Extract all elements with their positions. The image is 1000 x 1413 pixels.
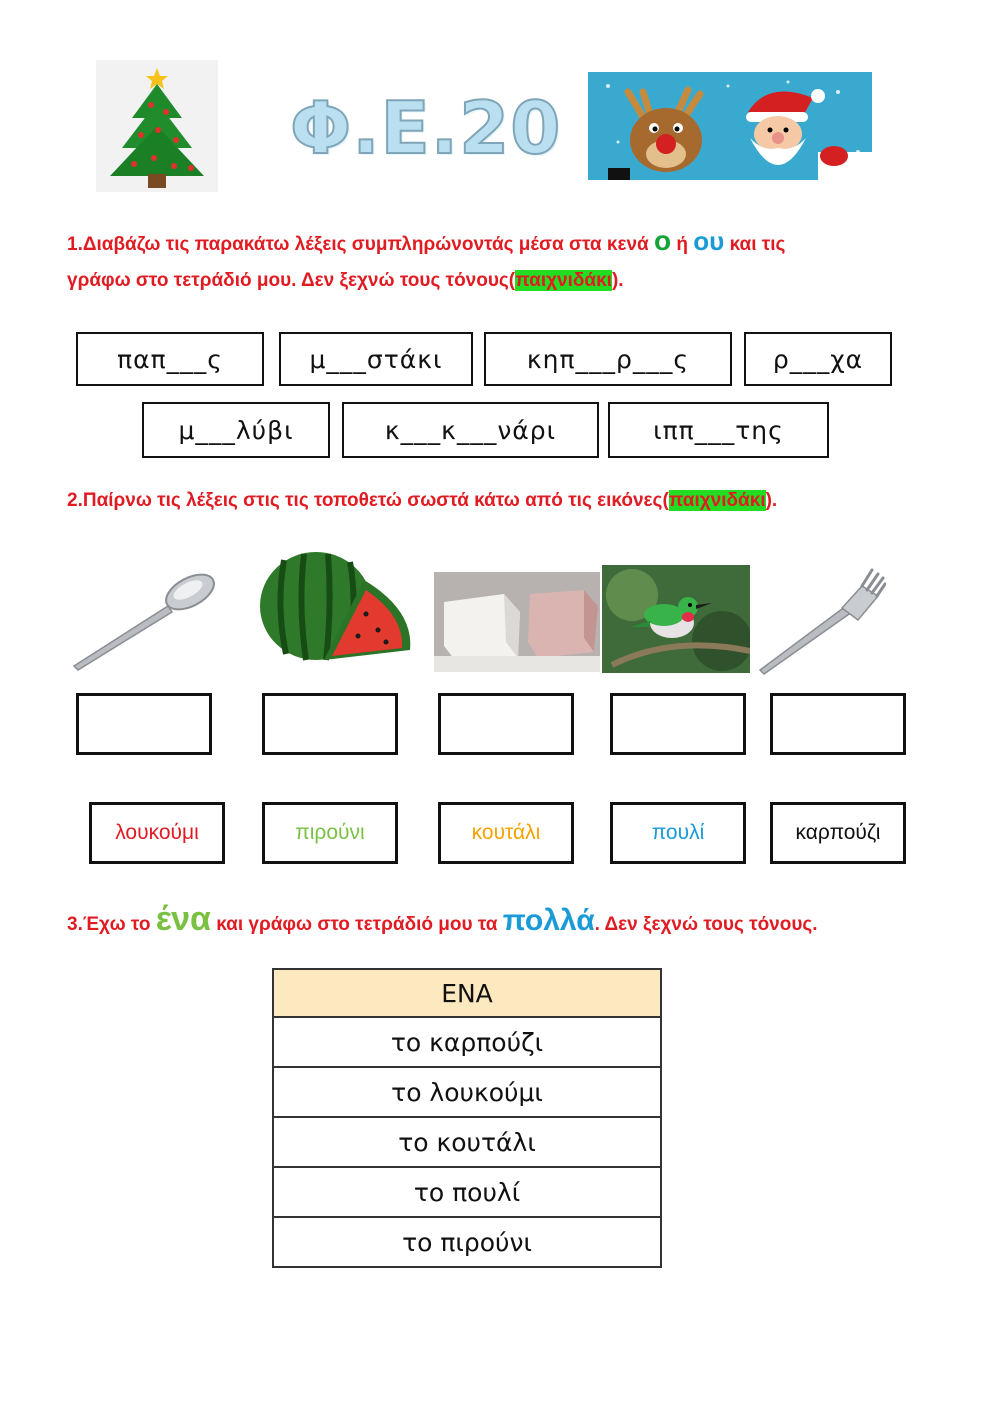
letter-o: ο	[654, 225, 672, 256]
answer-box-turkish-delight[interactable]	[438, 693, 574, 755]
table-row: το πουλί	[273, 1167, 661, 1217]
instruction-text: 3.Έχω το	[67, 914, 156, 935]
exercise2-instruction	[67, 490, 967, 512]
fork-image	[754, 566, 886, 676]
instruction-text: ).	[611, 270, 624, 291]
word-box: κ___κ___νάρι	[342, 402, 599, 458]
word-polla: πολλά	[502, 904, 595, 937]
word-tile[interactable]: καρπούζι	[770, 802, 906, 864]
answer-box-fork[interactable]	[770, 693, 906, 755]
instruction-text: και γράφω στο τετράδιό μου τα	[210, 914, 503, 935]
word-box: κηπ___ρ___ς	[484, 332, 732, 386]
table-header: ΕΝΑ	[273, 969, 661, 1017]
instruction-text: . Δεν ξεχνώ τους τόνους.	[594, 914, 818, 935]
instruction-text: ).	[765, 490, 778, 511]
instruction-text: και τις	[724, 234, 786, 255]
word-box: ρ___χα	[744, 332, 892, 386]
instruction-text: ή	[671, 234, 694, 255]
instruction-text: 2.Παίρνω τις λέξεις στις τις τοποθετώ σωστά κάτω από τις εικόνες(	[67, 490, 669, 511]
worksheet-title: Φ.Ε.20	[290, 86, 562, 170]
answer-box-bird[interactable]	[610, 693, 746, 755]
word-tile[interactable]: πουλί	[610, 802, 746, 864]
word-tile[interactable]: πιρούνι	[262, 802, 398, 864]
word-tile[interactable]: κουτάλι	[438, 802, 574, 864]
exercise3-instruction	[67, 900, 967, 939]
word-box: μ___λύβι	[142, 402, 330, 458]
game-link[interactable]: παιχνιδάκι	[668, 490, 766, 511]
instruction-text: 1.Διαβάζω τις παρακάτω λέξεις συμπληρώνοντάς μέσα στα κενά	[67, 234, 655, 255]
letter-ou: ου	[693, 226, 725, 256]
word-box: ιππ___της	[608, 402, 829, 458]
word-box: παπ___ς	[76, 332, 264, 386]
table-row: το κουτάλι	[273, 1117, 661, 1167]
answer-box-watermelon[interactable]	[262, 693, 398, 755]
bird-image	[602, 565, 750, 673]
turkish-delight-image	[434, 572, 600, 672]
word-tile[interactable]: λουκούμι	[89, 802, 225, 864]
game-link[interactable]: παιχνιδάκι	[515, 270, 612, 291]
table-row: το καρπούζι	[273, 1017, 661, 1067]
singular-table	[272, 968, 662, 1268]
answer-box-spoon[interactable]	[76, 693, 212, 755]
christmas-tree-image	[96, 60, 218, 192]
watermelon-image	[254, 550, 416, 666]
word-box: μ___στάκι	[279, 332, 473, 386]
instruction-text: γράφω στο τετράδιό μου. Δεν ξεχνώ τους τόνους(	[67, 270, 516, 291]
word-ena: ένα	[155, 900, 211, 938]
spoon-image	[68, 566, 220, 674]
table-row: το πιρούνι	[273, 1217, 661, 1267]
exercise1-instruction-line1	[67, 224, 947, 262]
table-row: το λουκούμι	[273, 1067, 661, 1117]
exercise1-instruction-line2	[67, 270, 947, 292]
reindeer-santa-image	[588, 72, 872, 180]
